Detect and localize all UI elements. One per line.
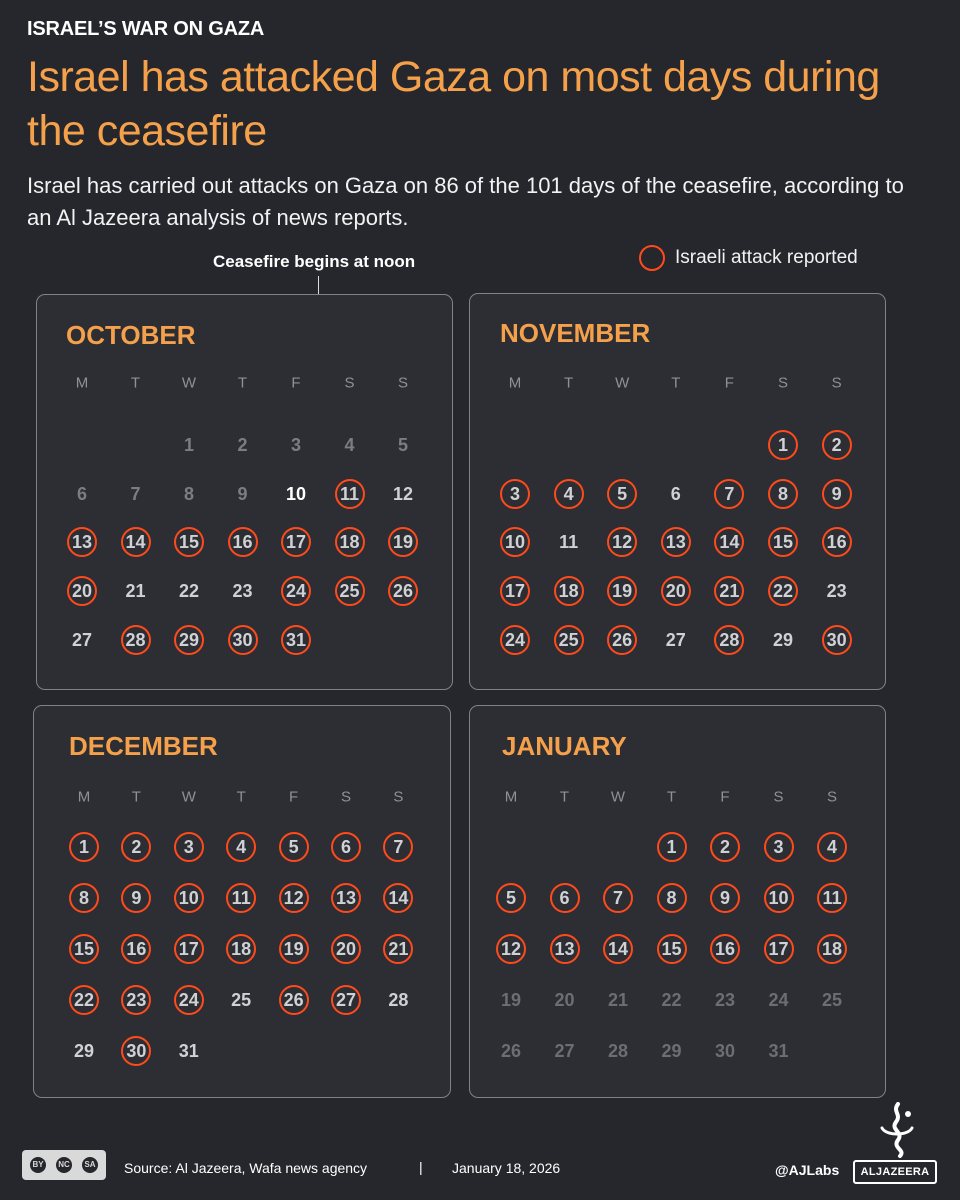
day-cell-october-15-attack: 15 xyxy=(174,527,204,557)
day-cell-december-1-attack: 1 xyxy=(69,832,99,862)
day-cell-october-4: 4 xyxy=(344,435,355,455)
day-cell-january-13-attack: 13 xyxy=(550,934,580,964)
day-cell-december-16-attack: 16 xyxy=(121,934,151,964)
weekday-label: M xyxy=(77,788,91,806)
day-cell-january-24: 24 xyxy=(768,990,789,1010)
day-cell-january-23: 23 xyxy=(714,990,736,1010)
cc-by-icon: BY xyxy=(30,1157,46,1173)
day-cell-october-11-attack: 11 xyxy=(335,479,365,509)
day-cell-january-27: 27 xyxy=(554,1041,575,1061)
weekday-label: T xyxy=(237,374,248,392)
month-title-october: OCTOBER xyxy=(66,320,196,350)
day-cell-december-12-attack: 12 xyxy=(279,883,309,913)
day-cell-october-7: 7 xyxy=(130,483,141,504)
day-cell-december-21-attack: 21 xyxy=(383,934,413,964)
weekday-label: T xyxy=(236,788,246,806)
day-cell-december-6-attack: 6 xyxy=(331,832,361,862)
day-cell-november-17-attack: 17 xyxy=(500,576,530,606)
day-cell-november-23: 23 xyxy=(826,581,847,602)
page-title: Israel has attacked Gaza on most days during the ceasefire xyxy=(27,53,880,155)
day-cell-december-25: 25 xyxy=(231,990,252,1010)
weekday-label: T xyxy=(564,374,574,392)
day-cell-january-18-attack: 18 xyxy=(817,934,847,964)
day-cell-november-5-attack: 5 xyxy=(607,479,637,509)
day-cell-january-22: 22 xyxy=(661,990,682,1010)
day-cell-october-17-attack: 17 xyxy=(281,527,311,557)
day-cell-november-18-attack: 18 xyxy=(554,576,584,606)
day-cell-november-2-attack: 2 xyxy=(822,430,852,460)
day-cell-january-3-attack: 3 xyxy=(764,832,794,862)
day-cell-october-1: 1 xyxy=(183,435,194,455)
day-cell-december-23-attack: 23 xyxy=(121,985,151,1015)
day-cell-november-22-attack: 22 xyxy=(768,576,798,606)
day-cell-january-25: 25 xyxy=(821,990,843,1010)
weekday-label: W xyxy=(181,374,197,392)
day-cell-december-7-attack: 7 xyxy=(383,832,413,862)
day-cell-october-6: 6 xyxy=(76,483,87,504)
cc-sa-icon: SA xyxy=(82,1157,98,1173)
day-cell-december-13-attack: 13 xyxy=(331,883,361,913)
day-cell-december-31: 31 xyxy=(178,1041,199,1061)
ceasefire-annotation: Ceasefire begins at noon xyxy=(213,252,416,271)
day-cell-october-30-attack: 30 xyxy=(228,625,258,655)
weekday-label: T xyxy=(671,374,681,392)
day-cell-january-2-attack: 2 xyxy=(710,832,740,862)
day-cell-december-26-attack: 26 xyxy=(279,985,309,1015)
day-cell-november-12-attack: 12 xyxy=(607,527,637,557)
cc-nc-icon: NC xyxy=(56,1157,72,1173)
weekday-label: S xyxy=(340,788,352,806)
day-cell-december-9-attack: 9 xyxy=(121,883,151,913)
day-cell-january-7-attack: 7 xyxy=(603,883,633,913)
weekday-label: F xyxy=(724,374,734,392)
kicker: ISRAEL’S WAR ON GAZA xyxy=(27,18,265,40)
month-title-january: JANUARY xyxy=(502,731,627,761)
weekday-label: W xyxy=(610,788,626,806)
day-cell-october-23: 23 xyxy=(232,581,253,602)
weekday-label: W xyxy=(615,374,630,392)
creative-commons-badge xyxy=(22,1150,106,1180)
day-cell-october-9: 9 xyxy=(237,483,248,504)
day-cell-october-19-attack: 19 xyxy=(388,527,418,557)
day-cell-december-3-attack: 3 xyxy=(174,832,204,862)
day-cell-december-17-attack: 17 xyxy=(174,934,204,964)
day-cell-october-10: 10 xyxy=(285,483,307,504)
weekday-label: T xyxy=(666,788,677,806)
weekday-label: T xyxy=(559,788,570,806)
day-cell-october-22: 22 xyxy=(178,581,200,602)
day-cell-january-6-attack: 6 xyxy=(550,883,580,913)
weekday-label: S xyxy=(393,788,404,806)
day-cell-october-25-attack: 25 xyxy=(335,576,365,606)
day-cell-october-18-attack: 18 xyxy=(335,527,365,557)
footer xyxy=(0,1150,960,1190)
day-cell-january-21: 21 xyxy=(607,990,629,1010)
al-jazeera-logo-icon xyxy=(872,1102,922,1158)
day-cell-january-20: 20 xyxy=(554,990,575,1010)
day-cell-november-20-attack: 20 xyxy=(661,576,691,606)
al-jazeera-wordmark: ALJAZEERA xyxy=(853,1160,937,1184)
day-cell-january-15-attack: 15 xyxy=(657,934,687,964)
day-cell-january-28: 28 xyxy=(607,1041,629,1061)
footer-separator: | xyxy=(419,1159,423,1175)
day-cell-november-1-attack: 1 xyxy=(768,430,798,460)
day-cell-november-27: 27 xyxy=(665,629,686,650)
day-cell-january-16-attack: 16 xyxy=(710,934,740,964)
day-cell-december-10-attack: 10 xyxy=(174,883,204,913)
day-cell-november-3-attack: 3 xyxy=(500,479,530,509)
day-cell-november-6: 6 xyxy=(670,483,681,504)
weekday-label: S xyxy=(831,374,842,392)
legend-label: Israeli attack reported xyxy=(675,247,858,268)
day-cell-december-24-attack: 24 xyxy=(174,985,204,1015)
subtitle: Israel has carried out attacks on Gaza on 86 of the 101 days of the ceasefire, according to an Al Jazeera analysis of news reports. xyxy=(27,173,904,230)
day-cell-december-15-attack: 15 xyxy=(69,934,99,964)
weekday-label: M xyxy=(504,788,518,806)
day-cell-october-21: 21 xyxy=(125,581,146,602)
day-cell-january-30: 30 xyxy=(714,1041,736,1061)
day-cell-december-5-attack: 5 xyxy=(279,832,309,862)
weekday-label: T xyxy=(130,374,141,392)
day-cell-january-1-attack: 1 xyxy=(657,832,687,862)
day-cell-october-2: 2 xyxy=(237,435,248,455)
day-cell-october-16-attack: 16 xyxy=(228,527,258,557)
day-cell-october-28-attack: 28 xyxy=(121,625,151,655)
day-cell-october-26-attack: 26 xyxy=(388,576,418,606)
day-cell-november-13-attack: 13 xyxy=(661,527,691,557)
day-cell-october-31-attack: 31 xyxy=(281,625,311,655)
publish-date: January 18, 2026 xyxy=(452,1160,561,1176)
day-cell-october-20-attack: 20 xyxy=(67,576,97,606)
day-cell-january-14-attack: 14 xyxy=(603,934,633,964)
weekday-label: F xyxy=(720,788,730,806)
month-title-november: NOVEMBER xyxy=(500,318,651,348)
day-cell-november-7-attack: 7 xyxy=(714,479,744,509)
day-cell-october-24-attack: 24 xyxy=(281,576,311,606)
day-cell-november-25-attack: 25 xyxy=(554,625,584,655)
source-credit: Source: Al Jazeera, Wafa news agency xyxy=(124,1160,368,1176)
day-cell-november-9-attack: 9 xyxy=(822,479,852,509)
weekday-label: W xyxy=(181,788,196,806)
weekday-label: M xyxy=(508,374,522,392)
day-cell-november-28-attack: 28 xyxy=(714,625,744,655)
day-cell-october-5: 5 xyxy=(397,435,408,455)
day-cell-december-19-attack: 19 xyxy=(279,934,309,964)
day-cell-november-24-attack: 24 xyxy=(500,625,530,655)
day-cell-december-4-attack: 4 xyxy=(226,832,256,862)
weekday-label: T xyxy=(131,788,141,806)
day-cell-december-28: 28 xyxy=(388,990,409,1010)
weekday-label: S xyxy=(777,374,789,392)
day-cell-december-18-attack: 18 xyxy=(226,934,256,964)
day-cell-december-8-attack: 8 xyxy=(69,883,99,913)
day-cell-october-8: 8 xyxy=(183,483,194,504)
day-cell-october-29-attack: 29 xyxy=(174,625,204,655)
day-cell-november-14-attack: 14 xyxy=(714,527,744,557)
weekday-label: S xyxy=(826,788,838,806)
day-cell-january-31: 31 xyxy=(768,1041,789,1061)
weekday-label: S xyxy=(773,788,784,806)
day-cell-november-26-attack: 26 xyxy=(607,625,637,655)
weekday-label: S xyxy=(397,374,409,392)
day-cell-november-19-attack: 19 xyxy=(607,576,637,606)
day-cell-october-12: 12 xyxy=(392,483,414,504)
day-cell-november-4-attack: 4 xyxy=(554,479,584,509)
month-title-december: DECEMBER xyxy=(69,731,218,761)
day-cell-december-27-attack: 27 xyxy=(331,985,361,1015)
weekday-label: M xyxy=(75,374,89,392)
day-cell-november-29: 29 xyxy=(772,629,794,650)
day-cell-january-11-attack: 11 xyxy=(817,883,847,913)
day-cell-january-12-attack: 12 xyxy=(496,934,526,964)
day-cell-november-11: 11 xyxy=(559,532,579,553)
day-cell-january-9-attack: 9 xyxy=(710,883,740,913)
day-cell-january-19: 19 xyxy=(500,990,522,1010)
day-cell-october-27: 27 xyxy=(71,629,93,650)
day-cell-october-3: 3 xyxy=(290,435,301,455)
social-handle: @AJLabs xyxy=(775,1162,840,1178)
day-cell-january-17-attack: 17 xyxy=(764,934,794,964)
day-cell-december-22-attack: 22 xyxy=(69,985,99,1015)
legend xyxy=(639,245,858,271)
day-cell-january-8-attack: 8 xyxy=(657,883,687,913)
day-cell-december-20-attack: 20 xyxy=(331,934,361,964)
day-cell-december-14-attack: 14 xyxy=(383,883,413,913)
day-cell-november-15-attack: 15 xyxy=(768,527,798,557)
day-cell-october-13-attack: 13 xyxy=(67,527,97,557)
attack-circle-icon xyxy=(639,245,665,271)
day-cell-january-5-attack: 5 xyxy=(496,883,526,913)
day-cell-november-10-attack: 10 xyxy=(500,527,530,557)
weekday-label: S xyxy=(344,374,355,392)
day-cell-december-2-attack: 2 xyxy=(121,832,151,862)
day-cell-december-30-attack: 30 xyxy=(121,1036,151,1066)
day-cell-october-14-attack: 14 xyxy=(121,527,151,557)
day-cell-december-11-attack: 11 xyxy=(226,883,256,913)
day-cell-november-8-attack: 8 xyxy=(768,479,798,509)
day-cell-january-4-attack: 4 xyxy=(817,832,847,862)
weekday-label: F xyxy=(291,374,301,392)
day-cell-november-21-attack: 21 xyxy=(714,576,744,606)
day-cell-december-29: 29 xyxy=(73,1041,95,1061)
day-cell-january-29: 29 xyxy=(661,1041,682,1061)
day-cell-november-16-attack: 16 xyxy=(822,527,852,557)
day-cell-november-30-attack: 30 xyxy=(822,625,852,655)
day-cell-january-26: 26 xyxy=(500,1041,522,1061)
weekday-label: F xyxy=(289,788,299,806)
day-cell-january-10-attack: 10 xyxy=(764,883,794,913)
